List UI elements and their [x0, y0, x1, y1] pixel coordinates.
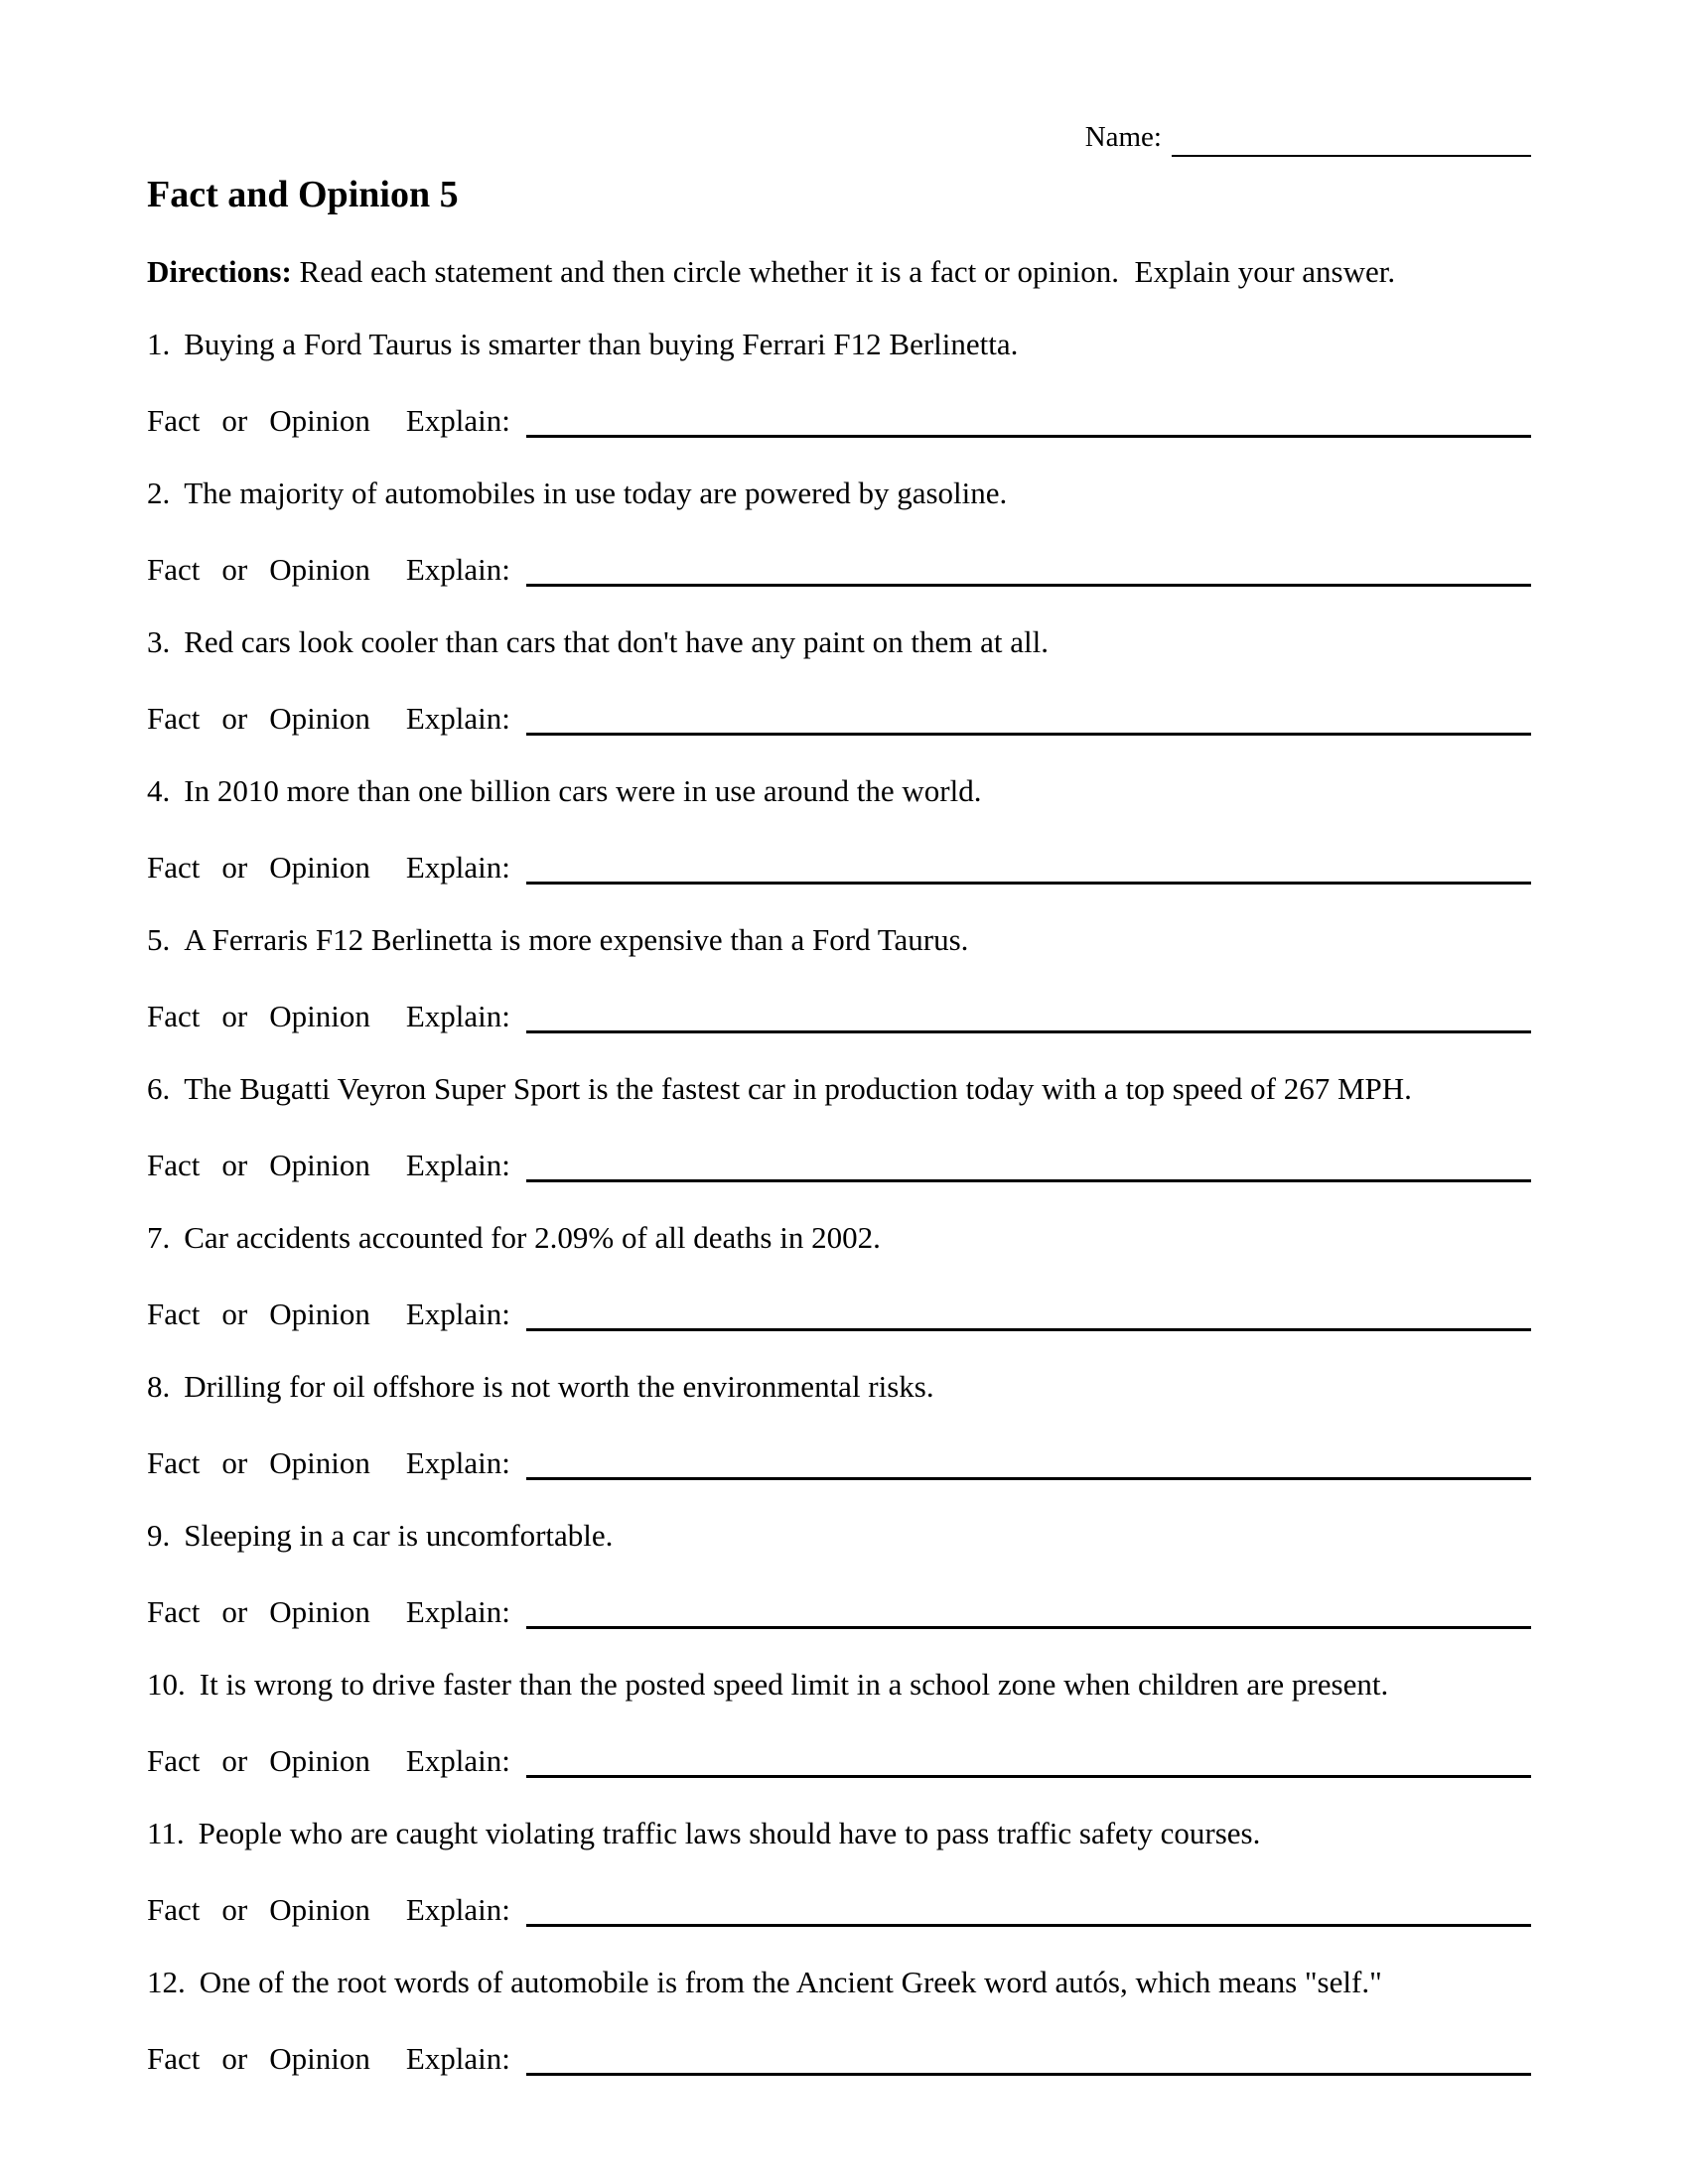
question-block: [147, 325, 1531, 441]
fact-choice[interactable]: Fact: [147, 701, 201, 736]
answer-row: [147, 550, 1531, 590]
question-number: 12.: [147, 1965, 186, 1999]
fact-choice[interactable]: Fact: [147, 1297, 201, 1331]
answer-row: [147, 1741, 1531, 1781]
question-number: 11.: [147, 1816, 185, 1850]
answer-row: [147, 1295, 1531, 1334]
answer-row: [147, 699, 1531, 739]
question-number: 4.: [147, 773, 171, 808]
question-line: [147, 474, 1531, 513]
explain-blank-field[interactable]: [526, 1328, 1531, 1331]
question-text: Drilling for oil offshore is not worth the environmental risks.: [184, 1369, 934, 1404]
question-text: One of the root words of automobile is from the Ancient Greek word autós, which means "self.": [199, 1965, 1382, 1999]
explain-label: Explain:: [405, 2041, 510, 2076]
opinion-choice[interactable]: Opinion: [269, 850, 370, 885]
question-line: [147, 1367, 1531, 1407]
question-block: [147, 1069, 1531, 1185]
fact-choice[interactable]: Fact: [147, 850, 201, 885]
question-block: [147, 1218, 1531, 1334]
fact-choice[interactable]: Fact: [147, 1445, 201, 1480]
explain-blank-field[interactable]: [526, 1179, 1531, 1182]
question-number: 7.: [147, 1220, 171, 1255]
or-label: or: [221, 1892, 248, 1927]
question-text: The majority of automobiles in use today are powered by gasoline.: [184, 476, 1008, 510]
question-line: [147, 1069, 1531, 1109]
question-line: [147, 920, 1531, 960]
opinion-choice[interactable]: Opinion: [269, 1892, 370, 1927]
question-text: The Bugatti Veyron Super Sport is the fastest car in production today with a top speed of 267 MPH.: [184, 1071, 1412, 1106]
or-label: or: [221, 1594, 248, 1629]
opinion-choice[interactable]: Opinion: [269, 403, 370, 438]
question-number: 9.: [147, 1518, 171, 1553]
or-label: or: [221, 999, 248, 1033]
explain-label: Explain:: [405, 1297, 510, 1331]
question-line: [147, 1516, 1531, 1556]
answer-row: [147, 1890, 1531, 1930]
fact-choice[interactable]: Fact: [147, 1892, 201, 1927]
directions: [147, 252, 1531, 292]
page-title: Fact and Opinion 5: [147, 174, 459, 215]
question-line: [147, 622, 1531, 662]
question-block: [147, 920, 1531, 1036]
explain-label: Explain:: [405, 850, 510, 885]
answer-row: [147, 1443, 1531, 1483]
questions-list: [147, 325, 1531, 2079]
fact-choice[interactable]: Fact: [147, 552, 201, 587]
explain-label: Explain:: [405, 552, 510, 587]
opinion-choice[interactable]: Opinion: [269, 1148, 370, 1182]
fact-choice[interactable]: Fact: [147, 999, 201, 1033]
question-line: [147, 771, 1531, 811]
explain-label: Explain:: [405, 1148, 510, 1182]
answer-row: [147, 848, 1531, 887]
question-block: [147, 771, 1531, 887]
question-line: [147, 325, 1531, 364]
directions-label: Directions:: [147, 254, 292, 289]
explain-blank-field[interactable]: [526, 584, 1531, 587]
name-blank-field[interactable]: [1172, 125, 1531, 157]
question-line: [147, 1665, 1531, 1705]
question-block: [147, 474, 1531, 590]
question-line: [147, 1814, 1531, 1853]
opinion-choice[interactable]: Opinion: [269, 2041, 370, 2076]
question-text: Buying a Ford Taurus is smarter than buying Ferrari F12 Berlinetta.: [184, 327, 1019, 361]
question-number: 3.: [147, 624, 171, 659]
or-label: or: [221, 850, 248, 885]
explain-blank-field[interactable]: [526, 435, 1531, 438]
opinion-choice[interactable]: Opinion: [269, 1594, 370, 1629]
question-block: [147, 1367, 1531, 1483]
question-block: [147, 1665, 1531, 1781]
question-line: [147, 1963, 1531, 2002]
or-label: or: [221, 552, 248, 587]
answer-row: [147, 401, 1531, 441]
explain-label: Explain:: [405, 1594, 510, 1629]
answer-row: [147, 2039, 1531, 2079]
opinion-choice[interactable]: Opinion: [269, 1445, 370, 1480]
answer-row: [147, 997, 1531, 1036]
fact-choice[interactable]: Fact: [147, 2041, 201, 2076]
fact-choice[interactable]: Fact: [147, 1594, 201, 1629]
opinion-choice[interactable]: Opinion: [269, 999, 370, 1033]
question-text: In 2010 more than one billion cars were in use around the world.: [184, 773, 982, 808]
opinion-choice[interactable]: Opinion: [269, 701, 370, 736]
explain-label: Explain:: [405, 403, 510, 438]
question-number: 8.: [147, 1369, 171, 1404]
opinion-choice[interactable]: Opinion: [269, 1743, 370, 1778]
question-number: 5.: [147, 922, 171, 957]
question-line: [147, 1218, 1531, 1258]
question-block: [147, 1814, 1531, 1930]
question-text: People who are caught violating traffic laws should have to pass traffic safety courses.: [198, 1816, 1261, 1850]
question-number: 1.: [147, 327, 171, 361]
explain-label: Explain:: [405, 1892, 510, 1927]
question-text: Sleeping in a car is uncomfortable.: [184, 1518, 614, 1553]
directions-text: Read each statement and then circle whether it is a fact or opinion. Explain your answer.: [291, 254, 1396, 289]
answer-row: [147, 1146, 1531, 1185]
explain-blank-field[interactable]: [526, 882, 1531, 885]
explain-blank-field[interactable]: [526, 2073, 1531, 2076]
explain-label: Explain:: [405, 1743, 510, 1778]
explain-blank-field[interactable]: [526, 1924, 1531, 1927]
question-block: [147, 1963, 1531, 2079]
opinion-choice[interactable]: Opinion: [269, 552, 370, 587]
fact-choice[interactable]: Fact: [147, 1148, 201, 1182]
or-label: or: [221, 403, 248, 438]
or-label: or: [221, 1148, 248, 1182]
name-row: [147, 117, 1531, 157]
fact-choice[interactable]: Fact: [147, 1743, 201, 1778]
explain-blank-field[interactable]: [526, 1775, 1531, 1778]
explain-label: Explain:: [405, 1445, 510, 1480]
question-text: Red cars look cooler than cars that don't have any paint on them at all.: [184, 624, 1049, 659]
explain-blank-field[interactable]: [526, 1477, 1531, 1480]
opinion-choice[interactable]: Opinion: [269, 1297, 370, 1331]
question-number: 2.: [147, 476, 171, 510]
question-block: [147, 1516, 1531, 1632]
question-number: 10.: [147, 1667, 186, 1702]
explain-blank-field[interactable]: [526, 1626, 1531, 1629]
question-number: 6.: [147, 1071, 171, 1106]
question-text: Car accidents accounted for 2.09% of all deaths in 2002.: [184, 1220, 881, 1255]
or-label: or: [221, 1297, 248, 1331]
fact-choice[interactable]: Fact: [147, 403, 201, 438]
or-label: or: [221, 2041, 248, 2076]
or-label: or: [221, 1743, 248, 1778]
name-label: Name:: [1084, 121, 1162, 153]
question-block: [147, 622, 1531, 739]
answer-row: [147, 1592, 1531, 1632]
or-label: or: [221, 1445, 248, 1480]
explain-label: Explain:: [405, 999, 510, 1033]
explain-label: Explain:: [405, 701, 510, 736]
explain-blank-field[interactable]: [526, 733, 1531, 736]
explain-blank-field[interactable]: [526, 1030, 1531, 1033]
question-text: A Ferraris F12 Berlinetta is more expensive than a Ford Taurus.: [184, 922, 969, 957]
question-text: It is wrong to drive faster than the posted speed limit in a school zone when children are present.: [199, 1667, 1389, 1702]
or-label: or: [221, 701, 248, 736]
